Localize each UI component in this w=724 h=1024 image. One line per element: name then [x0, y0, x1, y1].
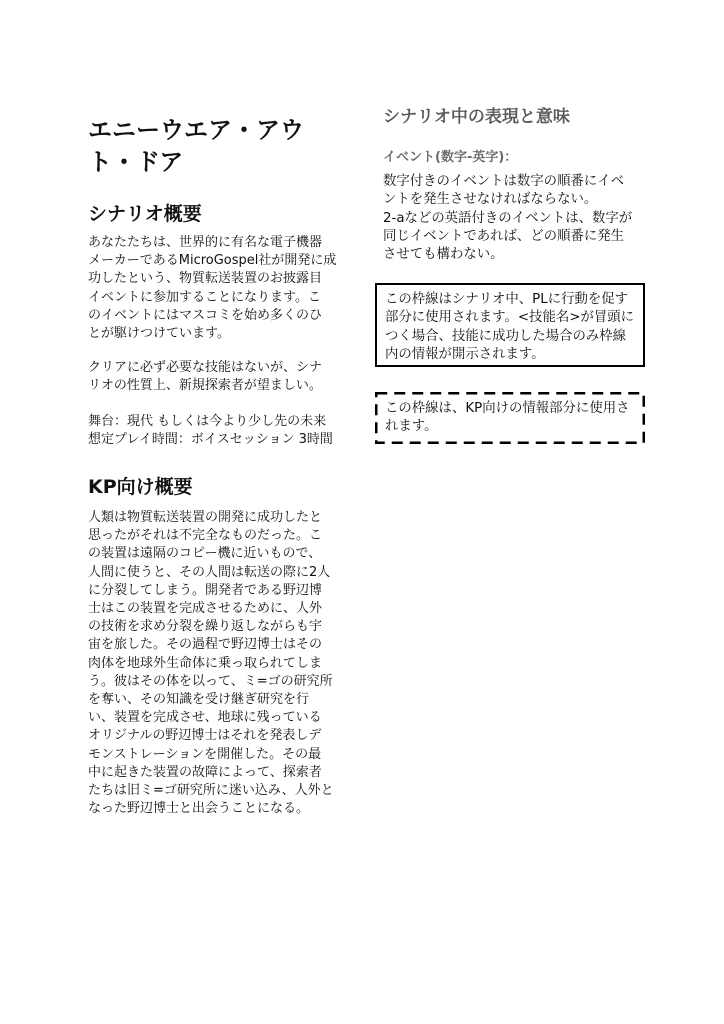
- recommendation-paragraph: クリアに必ず必要な技能はないが、シナ リオの性質上、新規探索者が望ましい。: [88, 360, 323, 394]
- kp-overview-paragraph: 人類は物質転送装置の開発に成功したと 思ったがそれは不完全なものだった。こ の装置は遠隔のコピー機に近いもので、 人間に使うと、その人間は転送の際に2人 に分裂してしまう。開発者である野辺博 士はこの装置を完成させるために、人外 の技術を求め分裂を繰り返しながらも宇 宙を旅した。その過程で野辺博士はその 肉体を地球外生命体に乗っ取られてしま う。彼はその体を以って、ミ=ゴの研究所 を奪い、その知識を受け継ぎ研究を行 い、装置を完成させ、地球に残っている オリジナルの野辺博士はそれを発表しデ モンストレーションを開催した。その最 中に起きた装置の故障によって、探索者 たちは旧ミ=ゴ研究所に迷い込み、人外と なった野辺博士と出会うことになる。: [88, 510, 334, 817]
- solid-frame-example: [375, 283, 645, 367]
- event-notation-description: 数字付きのイベントは数字の順番にイベ ントを発生させなければならない。 2-aなどの英語付きのイベントは、数字が 同じイベントであれば、どの順番に発生 させても構わない。: [383, 174, 633, 263]
- solid-frame-text: この枠線はシナリオ中、PLに行動を促す 部分に使用されます。<技能名>が冒頭に つく場合、技能に成功した場合のみ枠線 内の情報が開示されます。: [385, 292, 635, 362]
- play-time-line: 想定プレイ時間：ボイスセッション 3時間: [88, 432, 333, 448]
- scenario-intro-paragraph: あなたたちは、世界的に有名な電子機器 メーカーであるMicroGospel社が開発に成 功したという、物質転送装置のお披露目 イベントに参加することになります。こ のイベントにはマスコミを始め多くのひ とが駆けつけています。: [88, 235, 337, 342]
- dashed-frame-example: [375, 392, 645, 444]
- event-notation-label: イベント(数字-英字)：: [383, 150, 518, 165]
- stage-line: 舞台：現代 もしくは今より少し先の未来: [88, 414, 327, 429]
- scenario-title: エニーウエア・アウト・ドア: [88, 116, 304, 176]
- dashed-frame-text: この枠線は、KP向けの情報部分に使用さ れます。: [385, 401, 630, 435]
- scenario-overview-heading: シナリオ概要: [88, 203, 202, 225]
- kp-overview-heading: KP向け概要: [88, 476, 193, 498]
- notation-guide-heading: シナリオ中の表現と意味: [383, 107, 570, 127]
